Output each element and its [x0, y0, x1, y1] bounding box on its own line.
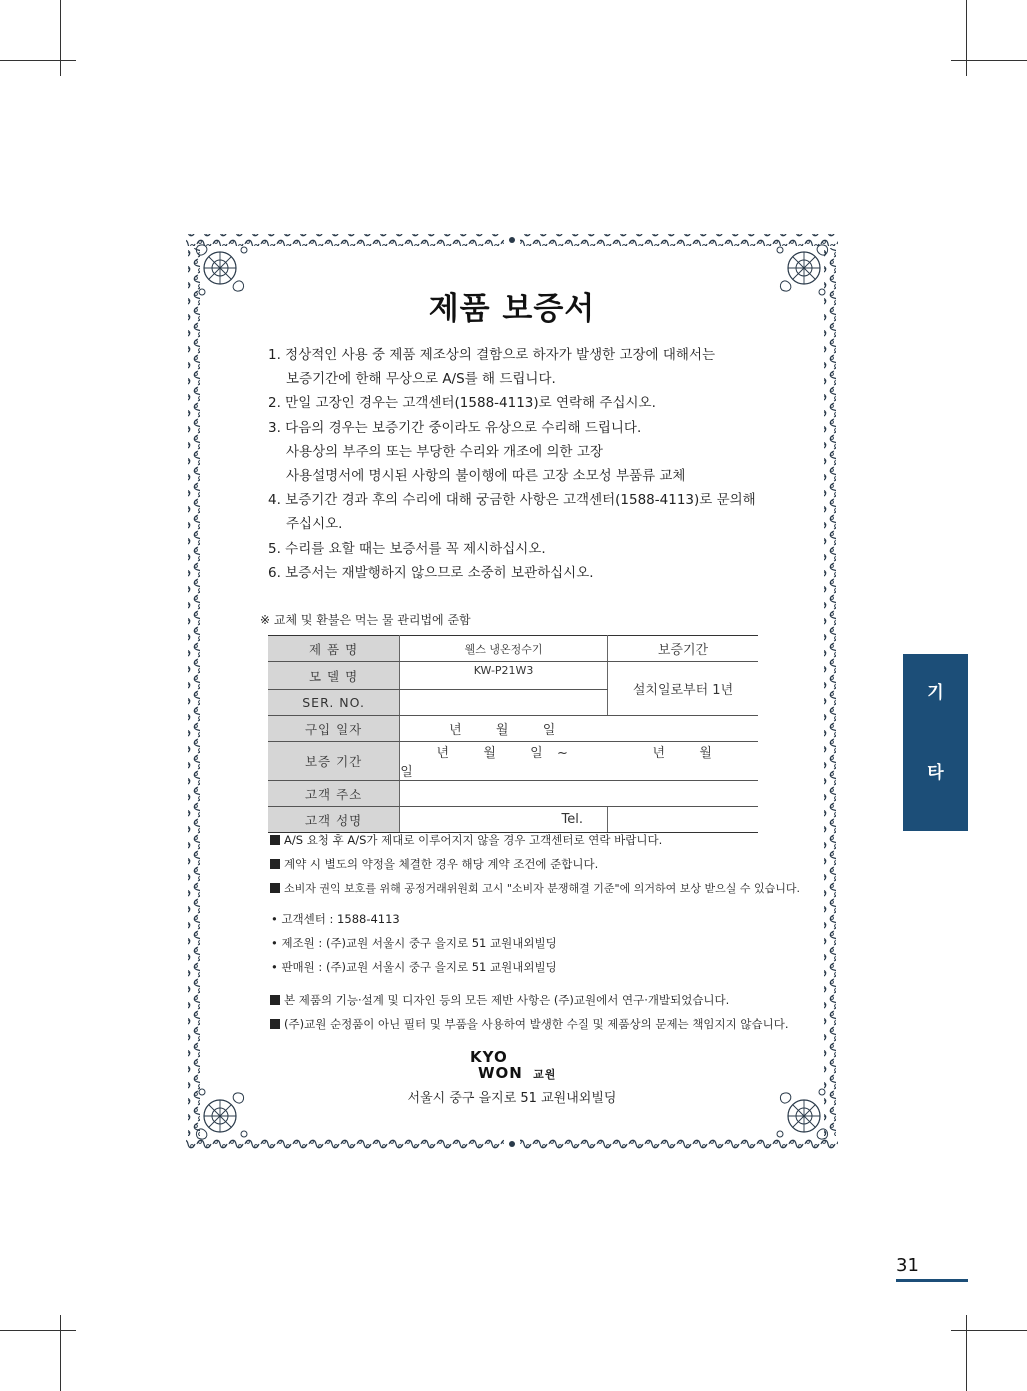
notice-line: A/S 요청 후 A/S가 제대로 이루어지지 않을 경우 고객센터로 연락 바랍니다.: [270, 832, 662, 848]
page-number: 31: [896, 1255, 919, 1276]
table-row: [268, 716, 758, 742]
section-tab-etc[interactable]: 기 타: [903, 654, 968, 831]
crop-mark: [966, 1315, 967, 1391]
crop-mark: [966, 0, 967, 76]
company-address: 서울시 중구 을지로 51 교원내외빌딩: [407, 1091, 617, 1106]
square-bullet-icon: [270, 883, 280, 893]
notice-line: (주)교원 순정품이 아닌 필터 및 부품을 사용하여 발생한 수질 및 제품상의 문제는 책임지지 않습니다.: [270, 1016, 789, 1032]
month-label: 월: [483, 746, 496, 761]
day-label: 일: [530, 746, 543, 761]
day-label: 일: [400, 765, 413, 780]
table-row: [268, 781, 758, 807]
table-row: [268, 742, 758, 781]
notice-line: 본 제품의 기능·설계 및 디자인 등의 모든 제반 사항은 (주)교원에서 연구·개발되었습니다.: [270, 992, 729, 1008]
term-line: 주십시오.: [286, 516, 343, 533]
crop-mark: [60, 1315, 61, 1391]
term-line: 사용설명서에 명시된 사항의 불이행에 따른 고장 소모성 부품류 교체: [286, 468, 686, 485]
table-row: [268, 807, 758, 833]
month-label: 월: [699, 746, 712, 761]
year-label: 년: [652, 746, 666, 761]
term-line: 3. 다음의 경우는 보증기간 중이라도 유상으로 수리해 드립니다.: [268, 419, 642, 436]
warranty-dates-value[interactable]: [400, 742, 758, 781]
warranty-period-value: 설치일로부터 1년: [607, 662, 758, 716]
square-bullet-icon: [270, 1019, 280, 1029]
serial-no-value[interactable]: [400, 690, 608, 716]
page-number-underline: [896, 1279, 968, 1282]
label-customer-name: 고객 성명: [268, 807, 400, 833]
tel-label: Tel.: [561, 812, 583, 827]
label-customer-address: 고객 주소: [268, 781, 400, 807]
table-row: [268, 662, 758, 690]
warranty-table: [268, 635, 758, 833]
year-label: 년: [449, 723, 462, 738]
square-bullet-icon: [270, 835, 280, 845]
contact-line: • 고객센터 : 1588-4113: [271, 912, 400, 926]
label-serial-no: SER. NO.: [268, 690, 400, 716]
label-model-name: 모 델 명: [268, 662, 400, 690]
label-product-name: 제 품 명: [268, 636, 400, 662]
contact-line: • 판매원 : (주)교원 서울시 중구 을지로 51 교원내외빌딩: [271, 960, 557, 974]
day-label: 일: [542, 723, 556, 738]
term-line: 사용상의 부주의 또는 부당한 수리와 개조에 의한 고장: [286, 443, 603, 460]
month-label: 월: [495, 723, 509, 738]
customer-name-value[interactable]: [400, 807, 608, 833]
notice-line: 소비자 권익 보호를 위해 공정거래위원회 고시 "소비자 분쟁해결 기준"에 의거하여 보상 받으실 수 있습니다.: [270, 880, 800, 896]
year-label: 년: [436, 746, 450, 761]
product-name-value: 웰스 냉온정수기: [400, 636, 608, 662]
term-line: 4. 보증기간 경과 후의 수리에 대해 궁금한 사항은 고객센터(1588-4113)로 문의해: [268, 492, 756, 509]
square-bullet-icon: [270, 995, 280, 1005]
warranty-period-header: 보증기간: [607, 636, 758, 662]
notice-line: 계약 시 별도의 약정을 체결한 경우 해당 계약 조건에 준합니다.: [270, 856, 598, 872]
exchange-note: ※ 교체 및 환불은 먹는 물 관리법에 준함: [260, 613, 471, 627]
tilde: ~: [557, 746, 568, 761]
crop-mark: [0, 1330, 76, 1331]
crop-mark: [60, 0, 61, 76]
warranty-terms: [268, 343, 756, 585]
crop-mark: [951, 1330, 1027, 1331]
square-bullet-icon: [270, 859, 280, 869]
customer-address-value[interactable]: [400, 781, 758, 807]
tel-value[interactable]: [607, 807, 758, 833]
term-line: 2. 만일 고장인 경우는 고객센터(1588-4113)로 연락해 주십시오.: [268, 395, 656, 412]
label-warranty-period: 보증 기간: [268, 742, 400, 781]
crop-mark: [951, 60, 1027, 61]
table-row: [268, 636, 758, 662]
purchase-date-value[interactable]: [400, 716, 758, 742]
page-title: 제품 보증서: [428, 291, 596, 327]
crop-mark: [0, 60, 76, 61]
term-line: 6. 보증서는 재발행하지 않으므로 소중히 보관하십시오.: [268, 564, 594, 581]
label-purchase-date: 구입 일자: [268, 716, 400, 742]
term-line: 1. 정상적인 사용 중 제품 제조상의 결함으로 하자가 발생한 고장에 대해서는: [268, 347, 716, 363]
contact-line: • 제조원 : (주)교원 서울시 중구 을지로 51 교원내외빌딩: [271, 936, 557, 950]
term-line: 5. 수리를 요할 때는 보증서를 꼭 제시하십시오.: [268, 540, 546, 557]
term-line: 보증기간에 한해 무상으로 A/S를 해 드립니다.: [286, 371, 556, 388]
kyowon-logo: KYO WON 교원: [470, 1048, 557, 1082]
model-value: KW-P21W3: [400, 662, 608, 690]
